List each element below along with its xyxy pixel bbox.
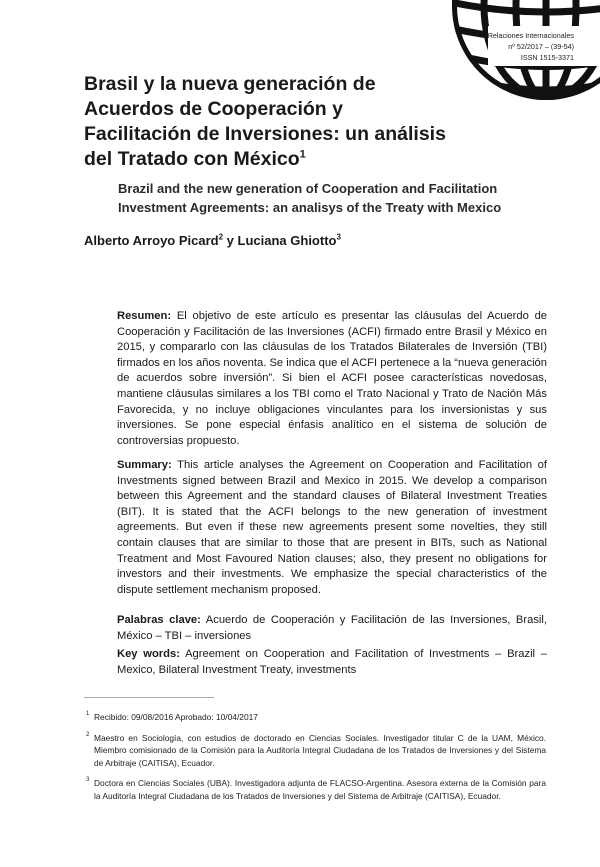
- footnote-text: Doctora en Ciencias Sociales (UBA). Investigadora adjunta de FLACSO-Argentina. Asesora externa de la Comisión para la Auditoría Integral Ciudadana de los Tratados de Inversiones y del Sistema de Arbitraje (CAITISA), Ecuador.: [94, 778, 546, 801]
- title-footnote-marker: 1: [299, 148, 306, 161]
- summary-text: This article analyses the Agreement on Cooperation and Facilitation of Investments signed between Brazil and Mexico in 2015. We develop a comparison between this Agreement and the standard clauses of Bilateral Investment Treaties (BIT). It is stated that the ACFI belongs to the new generation of investment agreements. But even if these new agreements present some novelties, they still contain clauses that are similar to those that are present in BITs, such as National Treatment and Most Favoured Nation clauses; also, they present no obligations for investors and their investments. We emphasize the special characteristics of the dispute settlement mechanism proposed.: [117, 459, 548, 596]
- author-footnote-marker: 2: [218, 232, 224, 242]
- footnote-text: Maestro en Sociología, con estudios de doctorado en Ciencias Sociales. Investigador titular C de la UAM, México. Miembro comisionado de la Comisión para la Auditoría Integral Ciudadana de los Tratados de Inversiones y del Sistema de Arbitraje (CAITISA), Ecuador.: [94, 732, 546, 768]
- footnote-item: [84, 777, 546, 802]
- keywords-section: [117, 613, 547, 678]
- key-words-label: Key words:: [117, 648, 180, 661]
- footnote-text: Recibido: 09/08/2016 Aprobado: 10/04/2017: [94, 712, 258, 722]
- footnote-item: [84, 732, 546, 770]
- author-joiner: y: [223, 233, 238, 248]
- footnote-number: 2: [86, 731, 90, 738]
- summary-section: [117, 458, 547, 598]
- journal-name: Relaciones Internacionales: [487, 31, 574, 40]
- author-name: Luciana Ghiotto: [237, 233, 337, 248]
- authors-line: [84, 232, 341, 250]
- journal-issue: nº 52/2017 – (39-54): [508, 42, 574, 51]
- article-title-text: Brasil y la nueva generación de Acuerdos de Cooperación y Facilitación de Inversiones: un análisis del Tratado con México: [84, 73, 446, 170]
- resumen-section: [117, 309, 547, 449]
- key-words-text: Agreement on Cooperation and Facilitation of Investments – Brazil – Mexico, Bilateral Investment Treaty, investments: [117, 648, 547, 676]
- journal-info: [424, 30, 574, 63]
- article-subtitle-english: Brazil and the new generation of Cooperation and Facilitation Investment Agreements: an analisys of the Treaty with Mexico: [118, 181, 502, 215]
- author-footnote-marker: 3: [336, 232, 341, 242]
- footnote-divider: [84, 697, 214, 698]
- summary-label: Summary:: [117, 459, 172, 471]
- palabras-clave-text: Acuerdo de Cooperación y Facilitación de las Inversiones, Brasil, México – TBI – inversiones: [117, 614, 547, 642]
- author-name: Alberto Arroyo Picard: [84, 233, 219, 248]
- footnote-number: 1: [86, 711, 90, 717]
- article-title: [84, 72, 454, 172]
- journal-issn: ISSN 1515-3371: [520, 53, 574, 62]
- footnotes: [84, 711, 546, 810]
- resumen-label: Resumen:: [117, 310, 172, 322]
- palabras-clave-label: Palabras clave:: [117, 614, 201, 626]
- resumen-text: El objetivo de este artículo es presentar las cláusulas del Acuerdo de Cooperación y Facilitación de las Inversiones (ACFI) firmado entre Brasil y México en 2015, y compararlo con las cláusulas de los Tratados Bilaterales de Inversión (TBI) firmados en los años noventa. Se indica que el ACFI pertenece a la “nueva generación de acuerdos sobre inversión”. Si bien el ACFI posee características novedosas, mantiene cláusulas similares a los TBI como el Trato Nacional y Trato de Nación Más Favorecida, y no incluye obligaciones vinculantes para los inversionistas y sus inversiones. Se pone especial énfasis analítico en el sistema de solución de controversias propuesto.: [117, 310, 548, 447]
- footnote-number: 3: [86, 777, 90, 783]
- footnote-item: [84, 711, 546, 724]
